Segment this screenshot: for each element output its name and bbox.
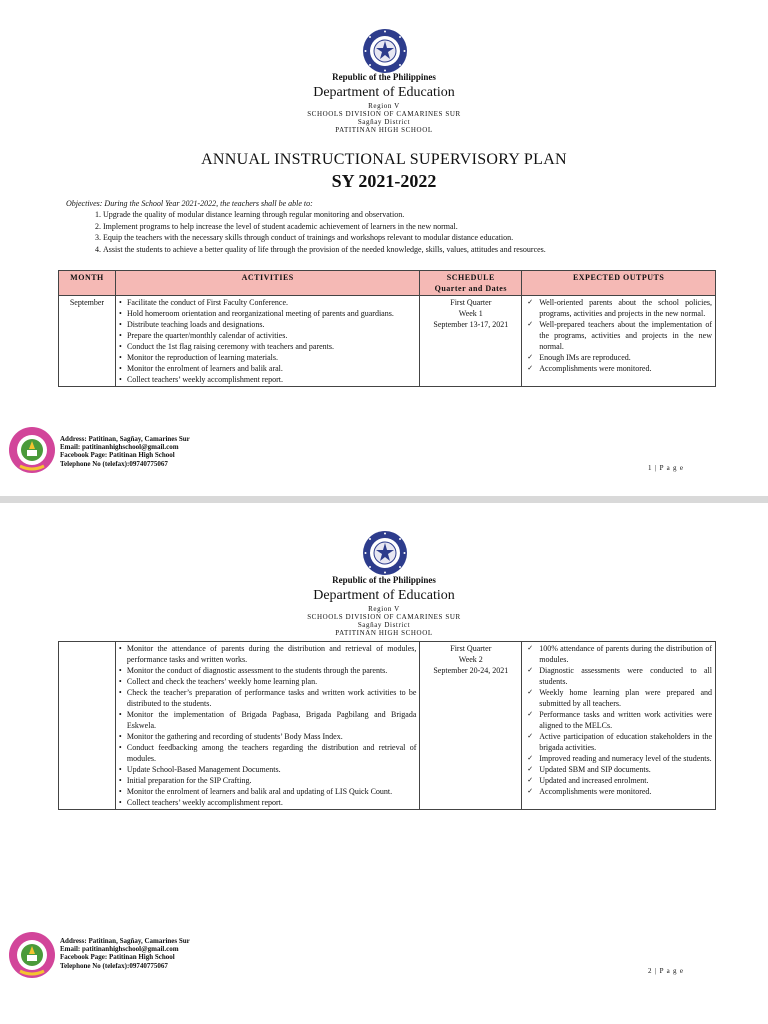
table-row <box>59 642 716 810</box>
outputs-cell <box>522 642 716 810</box>
supervisory-plan-table <box>58 270 716 387</box>
table-row <box>59 296 716 387</box>
activities-cell <box>115 642 419 810</box>
output-item: ✓ 100% attendance of parents during the distribution of modules. <box>525 643 712 665</box>
output-item: ✓ Well-oriented parents about the school policies, programs, activities and projects in the new normal. <box>525 297 712 319</box>
department-title: Department of Education <box>313 85 455 100</box>
activity-item: • Initial preparation for the SIP Crafting. <box>119 775 416 786</box>
footer-facebook: Facebook Page: Patitinan High School <box>60 953 175 962</box>
activity-item: • Monitor the enrolment of learners and balik aral. <box>119 363 416 374</box>
region-line: Region V <box>368 102 400 110</box>
school-year: SY 2021-2022 <box>331 171 437 191</box>
footer-contact <box>60 435 190 468</box>
page-1 <box>0 0 768 496</box>
output-item: ✓ Weekly home learning plan were prepared and submitted by all teachers. <box>525 687 712 709</box>
activity-item: • Conduct feedbacking among the teachers regarding the distribution and retrieval of modules. <box>119 742 416 764</box>
col-header-activities: ACTIVITIES <box>115 271 419 296</box>
footer-facebook: Facebook Page: Patitinan High School <box>60 451 175 460</box>
republic-line: Republic of the Philippines <box>332 575 436 585</box>
schedule-quarter: First Quarter <box>450 298 492 307</box>
activity-item: • Monitor the reproduction of learning materials. <box>119 352 416 363</box>
activity-item: • Distribute teaching loads and designations. <box>119 319 416 330</box>
outputs-cell <box>522 296 716 387</box>
division-line: SCHOOLS DIVISION OF CAMARINES SUR <box>307 110 461 118</box>
month-cell <box>59 642 116 810</box>
output-item: ✓ Performance tasks and written work activities were aligned to the MELCs. <box>525 709 712 731</box>
activity-item: • Collect and check the teachers’ weekly home learning plan. <box>119 676 416 687</box>
activity-item: • Monitor the enrolment of learners and balik aral and updating of LIS Quick Count. <box>119 786 416 797</box>
school-line: PATITINAN HIGH SCHOOL <box>335 629 433 637</box>
schedule-week: Week 2 <box>458 655 483 664</box>
footer-address: Address: Patitinan, Sagñay, Camarines Sur <box>60 937 190 945</box>
activity-item: • Collect teachers’ weekly accomplishment report. <box>119 797 416 808</box>
activity-item: • Facilitate the conduct of First Faculty Conference. <box>119 297 416 308</box>
output-item: ✓ Improved reading and numeracy level of the students. <box>525 753 712 764</box>
schedule-dates: September 13-17, 2021 <box>433 320 509 329</box>
col-header-month: MONTH <box>59 271 116 296</box>
table-header-row <box>59 271 716 296</box>
schedule-subheader: Quarter and Dates <box>434 284 507 293</box>
schedule-header: SCHEDULE <box>446 273 495 282</box>
page-number: 2 | P a g e <box>648 967 684 975</box>
activity-item: • Collect teachers’ weekly accomplishment report. <box>119 374 416 385</box>
division-line: SCHOOLS DIVISION OF CAMARINES SUR <box>307 613 461 621</box>
region-line: Region V <box>368 605 400 613</box>
output-item: ✓ Accomplishments were monitored. <box>525 363 712 374</box>
objectives-lead: Objectives: During the School Year 2021-2022, the teachers shall be able to: <box>66 199 313 208</box>
page-2 <box>0 503 768 1024</box>
schedule-dates: September 20-24, 2021 <box>433 666 509 675</box>
output-item: ✓ Updated and increased enrolment. <box>525 775 712 786</box>
page-number: 1 | P a g e <box>648 464 684 472</box>
activity-item: • Update School-Based Management Documents. <box>119 764 416 775</box>
objective-item: 3. Equip the teachers with the necessary skills through conduct of trainings and workshops relevant to modular distance education. <box>103 232 716 243</box>
footer-telephone: Telephone No (telefax):09740775067 <box>60 961 168 970</box>
objective-item: 4. Assist the students to achieve a better quality of life through the provision of the needed knowledge, skills, values, attitudes and resources. <box>103 244 716 255</box>
deped-seal-icon <box>362 28 408 74</box>
activity-item: • Conduct the 1st flag raising ceremony with teachers and parents. <box>119 341 416 352</box>
document-title: ANNUAL INSTRUCTIONAL SUPERVISORY PLAN <box>201 151 567 168</box>
objective-item: 2. Implement programs to help increase the level of student academic achievement of learners in the new normal. <box>103 221 716 232</box>
schedule-week: Week 1 <box>458 309 483 318</box>
activity-item: • Monitor the gathering and recording of students’ Body Mass Index. <box>119 731 416 742</box>
department-title: Department of Education <box>313 588 455 603</box>
footer-email: Email: patitinanhighschool@gmail.com <box>60 945 179 954</box>
activity-item: • Monitor the implementation of Brigada Pagbasa, Brigada Pagbilang and Brigada Eskwela. <box>119 709 416 731</box>
objectives <box>66 198 716 255</box>
month-cell: September <box>59 296 116 387</box>
republic-line: Republic of the Philippines <box>332 72 436 82</box>
activity-item: • Monitor the attendance of parents during the distribution and retrieval of modules, performance tasks and written works. <box>119 643 416 665</box>
activity-item: • Hold homeroom orientation and reorganizational meeting of parents and guardians. <box>119 308 416 319</box>
schedule-cell <box>420 296 522 387</box>
col-header-schedule <box>420 271 522 296</box>
output-item: ✓ Updated SBM and SIP documents. <box>525 764 712 775</box>
footer-email: Email: patitinanhighschool@gmail.com <box>60 443 179 452</box>
output-item: ✓ Diagnostic assessments were conducted to all students. <box>525 665 712 687</box>
district-line: Sagñay District <box>357 621 411 629</box>
output-item: ✓ Accomplishments were monitored. <box>525 786 712 797</box>
output-item: ✓ Enough IMs are reproduced. <box>525 352 712 363</box>
district-line: Sagñay District <box>357 118 411 126</box>
col-header-outputs: EXPECTED OUTPUTS <box>522 271 716 296</box>
activities-cell <box>115 296 419 387</box>
objective-item: 1. Upgrade the quality of modular distance learning through regular monitoring and observation. <box>103 209 716 220</box>
activity-item: • Monitor the conduct of diagnostic assessment to the students through the parents. <box>119 665 416 676</box>
footer-address: Address: Patitinan, Sagñay, Camarines Sur <box>60 435 190 443</box>
schedule-quarter: First Quarter <box>450 644 492 653</box>
output-item: ✓ Active participation of education stakeholders in the brigada activities. <box>525 731 712 753</box>
objectives-list <box>66 209 716 255</box>
activity-item: • Prepare the quarter/monthly calendar of activities. <box>119 330 416 341</box>
activity-item: • Check the teacher’s preparation of performance tasks and written work activities to be distributed to the students. <box>119 687 416 709</box>
output-item: ✓ Well-prepared teachers about the implementation of the programs, activities and projects in the new normal. <box>525 319 712 352</box>
deped-seal-icon <box>362 530 408 576</box>
school-seal-icon <box>8 931 56 979</box>
school-line: PATITINAN HIGH SCHOOL <box>335 126 433 134</box>
schedule-cell <box>420 642 522 810</box>
school-seal-icon <box>8 426 56 474</box>
supervisory-plan-table-continued <box>58 641 716 810</box>
footer-contact <box>60 937 190 970</box>
footer-telephone: Telephone No (telefax):09740775067 <box>60 459 168 468</box>
